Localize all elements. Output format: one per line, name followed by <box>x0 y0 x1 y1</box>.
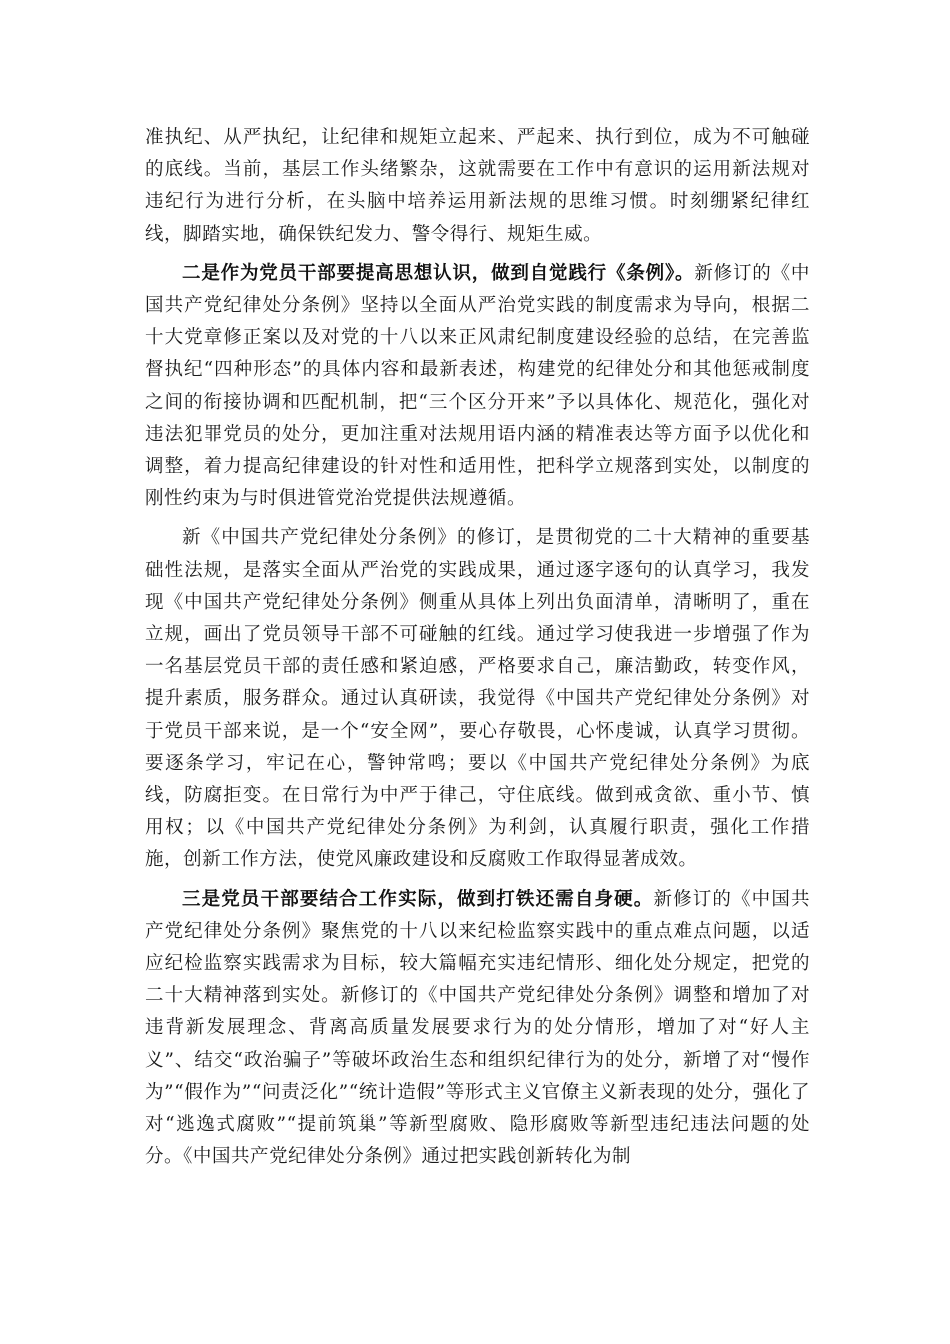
paragraph-1 <box>145 122 810 251</box>
paragraph-3 <box>145 522 810 876</box>
paragraph-4-heading: 三是党员干部要结合工作实际，做到打铁还需自身硬。 <box>182 888 654 910</box>
paragraph-1-text: 准执纪、从严执纪，让纪律和规矩立起来、严起来、执行到位，成为不可触碰的底线。当前，基层工作头绪繁杂，这就需要在工作中有意识的运用新法规对违纪行为进行分析，在头脑中培养运用新法规的思维习惯。时刻绷紧纪律红线，脚踏实地，确保铁纪发力、警令得行、规矩生威。 <box>145 127 810 245</box>
document-body <box>145 122 810 1181</box>
paragraph-2-text: 新修订的《中国共产党纪律处分条例》坚持以全面从严治党实践的制度需求为导向，根据二十大党章修正案以及对党的十八以来正风肃纪制度建设经验的总结，在完善监督执纪“四种形态”的具体内容和最新表述，构建党的纪律处分和其他惩戒制度之间的衔接协调和匹配机制，把“三个区分开来”予以具体化、规范化，强化对违法犯罪党员的处分，更加注重对法规用语内涵的精准表达等方面予以优化和调整，着力提高纪律建设的针对性和适用性，把科学立规落到实处，以制度的刚性约束为与时俱进管党治党提供法规遵循。 <box>145 262 810 510</box>
paragraph-2 <box>145 258 810 516</box>
paragraph-4-text: 新修订的《中国共产党纪律处分条例》聚焦党的十八以来纪检监察实践中的重点难点问题，以适应纪检监察实践需求为目标，较大篇幅充实违纪情形、细化处分规定，把党的二十大精神落到实处。新修订的《中国共产党纪律处分条例》调整和增加了对违背新发展理念、背离高质量发展要求行为的处分情形，增加了对“好人主义”、结交“政治骗子”等破坏政治生态和组织纪律行为的处分，新增了对“慢作为”“假作为”“问责泛化”“统计造假”等形式主义官僚主义新表现的处分，强化了对“逃逸式腐败”“提前筑巢”等新型腐败、隐形腐败等新型违纪违法问题的处分。《中国共产党纪律处分条例》通过把实践创新转化为制 <box>145 888 811 1168</box>
paragraph-4 <box>145 884 810 1174</box>
paragraph-2-heading: 二是作为党员干部要提高思想认识，做到自觉践行《条例》。 <box>182 262 695 284</box>
paragraph-3-text: 新《中国共产党纪律处分条例》的修订，是贯彻党的二十大精神的重要基础性法规，是落实全面从严治党的实践成果，通过逐字逐句的认真学习，我发现《中国共产党纪律处分条例》侧重从具体上列出负面清单，清晰明了，重在立规，画出了党员领导干部不可碰触的红线。通过学习使我进一步增强了作为一名基层党员干部的责任感和紧迫感，严格要求自己，廉洁勤政，转变作风，提升素质，服务群众。通过认真研读，我觉得《中国共产党纪律处分条例》对于党员干部来说，是一个“安全网”，要心存敬畏，心怀虔诚，认真学习贯彻。要逐条学习，牢记在心，警钟常鸣；要以《中国共产党纪律处分条例》为底线，防腐拒变。在日常行为中严于律己，守住底线。做到戒贪欲、重小节、慎用权；以《中国共产党纪律处分条例》为利剑，认真履行职责，强化工作措施，创新工作方法，使党风廉政建设和反腐败工作取得显著成效。 <box>145 527 810 871</box>
